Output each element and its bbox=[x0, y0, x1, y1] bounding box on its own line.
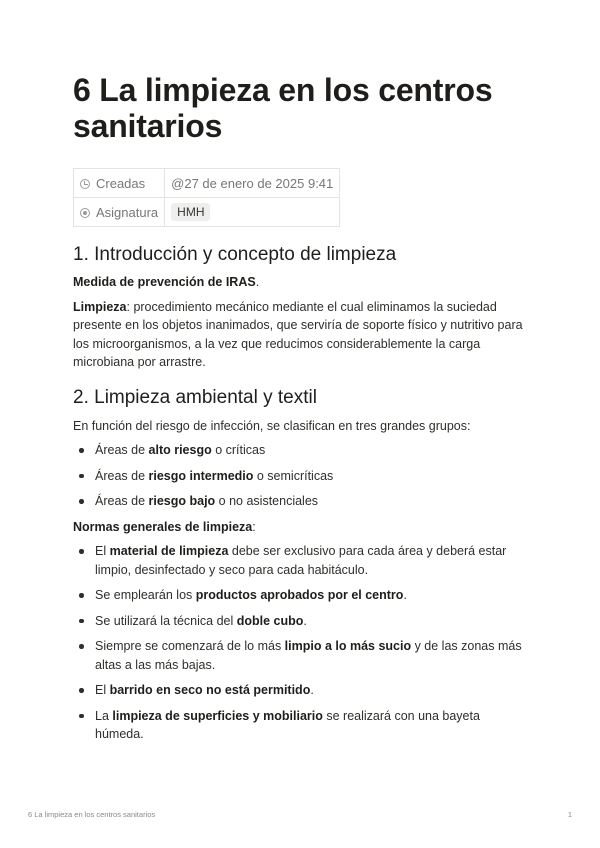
paragraph-normas-heading: Normas generales de limpieza: bbox=[73, 519, 256, 534]
list-item: Se utilizará la técnica del doble cubo. bbox=[73, 612, 529, 631]
heading-introduccion: 1. Introducción y concepto de limpieza bbox=[73, 244, 397, 265]
property-value-created: @27 de enero de 2025 9:41 bbox=[165, 169, 340, 198]
list-item: Áreas de riesgo intermedio o semicríticas bbox=[73, 467, 529, 486]
heading-limpieza-ambiental: 2. Limpieza ambiental y textil bbox=[73, 386, 317, 408]
norms-list bbox=[73, 542, 529, 744]
list-item: El barrido en seco no está permitido. bbox=[73, 681, 529, 700]
page-title: 6 La limpieza en los centros sanitarios bbox=[73, 72, 493, 144]
properties-table bbox=[73, 168, 340, 227]
paragraph-limpieza-def: Limpieza: procedimiento mecánico mediante el cual eliminamos la suciedad presente en los objetos inanimados, que serviría de soporte físico y nutritivo para los microorganismos, a la vez que reducimos considerablemente la carga microbiana por arrastre. bbox=[73, 299, 523, 369]
property-key-subject: Asignatura bbox=[74, 198, 165, 227]
property-key-created: Creadas bbox=[74, 169, 165, 198]
property-row-subject bbox=[74, 198, 340, 227]
list-item: La limpieza de superficies y mobiliario se realizará con una bayeta húmeda. bbox=[73, 707, 529, 744]
subject-tag: HMH bbox=[171, 203, 210, 221]
clock-icon bbox=[80, 179, 90, 189]
list-item: Siempre se comenzará de lo más limpio a lo más sucio y de las zonas más altas a las más bajas. bbox=[73, 637, 529, 674]
select-icon bbox=[80, 208, 90, 218]
list-item: El material de limpieza debe ser exclusivo para cada área y deberá estar limpio, desinfectado y seco para cada habitáculo. bbox=[73, 542, 529, 579]
paragraph-iras: Medida de prevención de IRAS. bbox=[73, 275, 260, 289]
property-value-subject bbox=[165, 198, 340, 227]
footer-title: 6 La limpieza en los centros sanitarios bbox=[28, 810, 156, 819]
property-row-created bbox=[74, 169, 340, 198]
list-item: Se emplearán los productos aprobados por el centro. bbox=[73, 586, 529, 605]
document-page bbox=[73, 72, 529, 751]
paragraph-grupos-intro: En función del riesgo de infección, se clasifican en tres grandes grupos: bbox=[73, 418, 471, 433]
areas-list bbox=[73, 441, 529, 511]
page-number: 1 bbox=[567, 810, 572, 819]
list-item: Áreas de alto riesgo o críticas bbox=[73, 441, 529, 460]
list-item: Áreas de riesgo bajo o no asistenciales bbox=[73, 492, 529, 511]
